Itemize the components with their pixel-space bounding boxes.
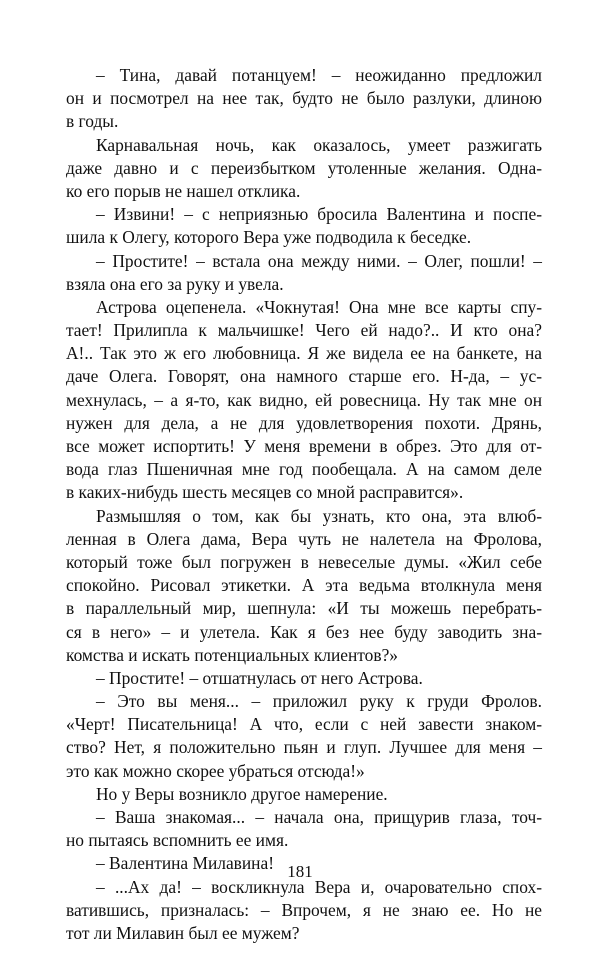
text-line: ся в него» – и улетела. Как я без нее буду заводить зна- bbox=[66, 621, 542, 642]
text-line: все может испортить! У меня времени в обрез. Это для от- bbox=[66, 436, 542, 456]
page-body-text bbox=[66, 64, 542, 945]
text-line: в годы. bbox=[66, 111, 119, 132]
text-line: взяла она его за руку и увела. bbox=[66, 273, 284, 294]
text-line: – Ваша знакомая... – начала она, прищурив глаза, точ- bbox=[96, 807, 542, 827]
text-line: это как можно скорее убраться отсюда!» bbox=[66, 760, 365, 781]
text-line: – Валентина Милавина! bbox=[96, 853, 274, 874]
text-line: ленная в Олега дама, Вера чуть не налетела на Фролова, bbox=[66, 528, 542, 549]
text-line: тот ли Милавин был ее мужем? bbox=[66, 922, 300, 943]
text-line: Астрова оцепенела. «Чокнутая! Она мне все карты спу- bbox=[96, 296, 542, 317]
text-line: Но у Веры возникло другое намерение. bbox=[96, 783, 388, 804]
text-line: А!.. Так это ж его любовница. Я же видела ее на банкете, на bbox=[66, 343, 542, 364]
text-line: но пытаясь вспомнить ее имя. bbox=[66, 830, 289, 851]
text-line: ватившись, призналась: – Впрочем, я не знаю ее. Но не bbox=[66, 899, 542, 920]
text-line: – Тина, давай потанцуем! – неожиданно предложил bbox=[96, 65, 542, 85]
text-line: – Простите! – встала она между ними. – Олег, пошли! – bbox=[96, 250, 542, 271]
text-line: спокойно. Рисовал этикетки. А эта ведьма втолкнула меня bbox=[66, 575, 542, 596]
text-line: даче Олега. Говорят, она намного старше его. Н-да, – ус- bbox=[66, 366, 542, 387]
text-line: вода глаз Пшеничная мне год пообещала. А на самом деле bbox=[66, 459, 542, 480]
text-line: в параллельный мир, шепнула: «И ты можешь перебрать- bbox=[66, 598, 542, 619]
text-line: даже давно и с переизбытком утоленные желания. Одна- bbox=[66, 157, 542, 178]
text-line: – Это вы меня... – приложил руку к груди Фролов. bbox=[96, 691, 542, 712]
text-line: который тоже был погружен в невеселые думы. «Жил себе bbox=[66, 551, 542, 572]
text-line: ство? Нет, я положительно пьян и глуп. Лучшее для меня – bbox=[66, 737, 542, 758]
text-line: шила к Олегу, которого Вера уже подводила к беседке. bbox=[66, 227, 472, 248]
text-line: он и посмотрел на нее так, будто не было разлуки, длиною bbox=[66, 88, 542, 109]
text-line: ко его порыв не нашел отклика. bbox=[66, 180, 301, 201]
text-line: мехнулась, – а я-то, как видно, ей ровесница. Ну так мне он bbox=[66, 389, 542, 410]
text-line: – Простите! – отшатнулась от него Астрова. bbox=[96, 667, 423, 688]
text-line: – Извини! – с неприязнью бросила Валентина и поспе- bbox=[96, 204, 542, 225]
text-line: Размышляя о том, как бы узнать, кто она, эта влюб- bbox=[96, 505, 542, 526]
text-line: Карнавальная ночь, как оказалось, умеет разжигать bbox=[96, 134, 542, 155]
text-line: комства и искать потенциальных клиентов?» bbox=[66, 644, 398, 665]
page-number: 181 bbox=[287, 862, 313, 881]
text-line: тает! Прилипла к мальчишке! Чего ей надо?.. И кто она? bbox=[66, 320, 542, 341]
text-line: нужен для дела, а не для удовлетворения похоти. Дрянь, bbox=[66, 412, 542, 433]
text-line: – ...Ах да! – воскликнула Вера и, очаровательно спох- bbox=[96, 876, 542, 897]
text-line: в каких-нибудь шесть месяцев со мной расправится». bbox=[66, 482, 464, 503]
text-line: «Черт! Писательница! А что, если с ней завести знаком- bbox=[66, 714, 542, 735]
